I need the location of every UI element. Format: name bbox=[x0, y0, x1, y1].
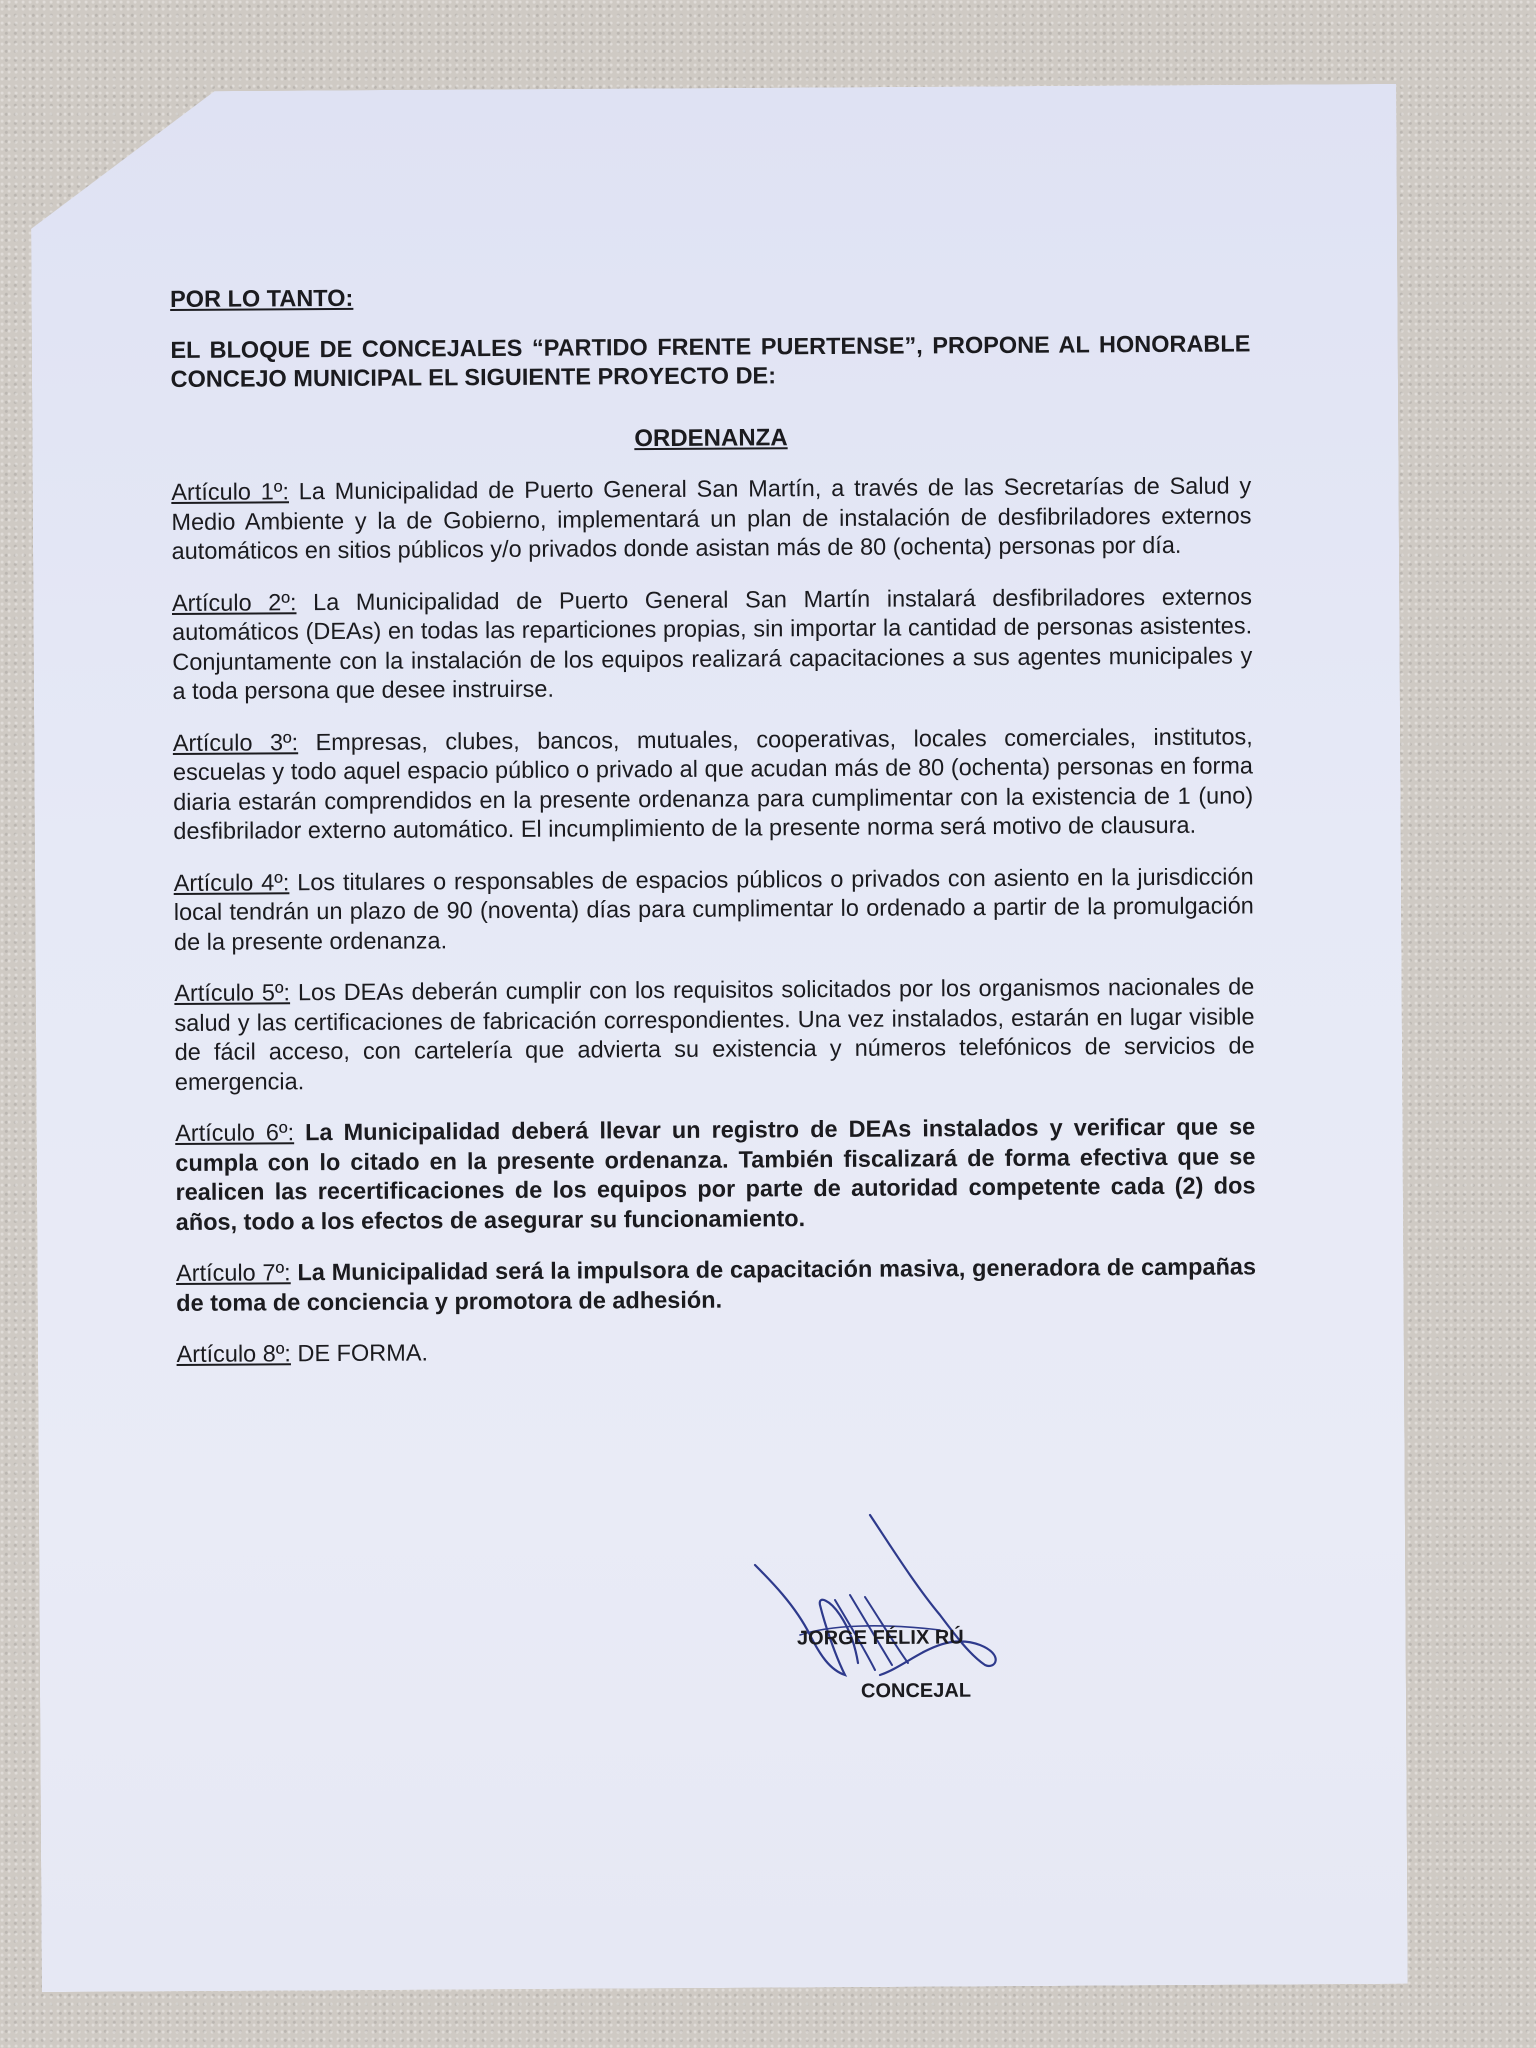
article-2 bbox=[172, 582, 1253, 707]
article-text: Los DEAs deberán cumplir con los requisitos solicitados por los organismos nacionales de salud y las certificaciones de fabricación correspondientes. Una vez instalados, estarán en lugar visible de fácil acceso, con cartelería que advierta su existencia y números telefónicos de servicios de emergencia. bbox=[174, 973, 1255, 1095]
article-text: Los titulares o responsables de espacios públicos o privados con asiento en la jurisdicción local tendrán un plazo de 90 (noventa) días para cumplimentar lo ordenado a partir de la promulgación de la presente ordenanza. bbox=[173, 862, 1254, 955]
article-text: La Municipalidad deberá llevar un registro de DEAs instalados y verificar que se cumpla con lo citado en la presente ordenanza. También fiscalizará de forma efectiva que se realicen las recertificaciones de los equipos por parte de autoridad competente cada (2) dos años, todo a los efectos de asegurar su funcionamiento. bbox=[175, 1113, 1256, 1235]
signatory-role: CONCEJAL bbox=[860, 1679, 972, 1703]
signatory-name: JORGE FÉLIX RÚ bbox=[796, 1626, 964, 1650]
article-text: La Municipalidad de Puerto General San Martín instalará desfibriladores externos automáticos (DEAs) en todas las reparticiones propias, sin importar la cantidad de personas asistentes. Conjuntamente con la instalación de los equipos realizará capacitaciones a sus agentes municipales y a toda persona que desee instruirse. bbox=[172, 582, 1253, 704]
article-3 bbox=[173, 722, 1254, 847]
document-body bbox=[170, 278, 1257, 1369]
article-label: Artículo 5º: bbox=[174, 979, 291, 1006]
article-1 bbox=[171, 471, 1252, 566]
article-text: La Municipalidad será la impulsora de capacitación masiva, generadora de campañas de toma de conciencia y promotora de adhesión. bbox=[176, 1253, 1257, 1316]
article-label: Artículo 6º: bbox=[175, 1119, 295, 1146]
article-6 bbox=[175, 1112, 1256, 1237]
article-label: Artículo 8º: bbox=[176, 1340, 291, 1367]
article-text: Empresas, clubes, bancos, mutuales, cooperativas, locales comerciales, institutos, escuelas y todo aquel espacio público o privado al que acudan más de 80 (ochenta) personas en forma diaria estarán comprendidos en la presente ordenanza para cumplimentar con la existencia de 1 (uno) desfibrilador externo automático. El incumplimiento de la presente norma será motivo de clausura. bbox=[172, 722, 1254, 844]
article-label: Artículo 1º: bbox=[171, 478, 290, 505]
proposal-statement: EL BLOQUE DE CONCEJALES “PARTIDO FRENTE PUERTENSE”, PROPONE AL HONORABLE CONCEJO MUNICIPAL EL SIGUIENTE PROYECTO DE: bbox=[170, 330, 1251, 392]
article-7 bbox=[176, 1252, 1256, 1318]
article-text: La Municipalidad de Puerto General San Martín, a través de las Secretarías de Salud y Medio Ambiente y la de Gobierno, implementará un plan de instalación de desfibriladores externos automáticos en sitios públicos y/o privados donde asistan más de 80 (ochenta) personas por día. bbox=[171, 472, 1252, 564]
document-title: ORDENANZA bbox=[634, 424, 788, 453]
article-label: Artículo 4º: bbox=[173, 868, 290, 896]
article-label: Artículo 7º: bbox=[175, 1259, 291, 1286]
handwritten-signature bbox=[740, 1505, 1040, 1685]
article-4 bbox=[174, 862, 1255, 957]
article-label: Artículo 2º: bbox=[171, 588, 297, 616]
article-5 bbox=[174, 972, 1255, 1097]
article-label: Artículo 3º: bbox=[172, 728, 299, 756]
article-text: DE FORMA. bbox=[290, 1339, 429, 1367]
intro-heading: POR LO TANTO: bbox=[170, 284, 354, 312]
